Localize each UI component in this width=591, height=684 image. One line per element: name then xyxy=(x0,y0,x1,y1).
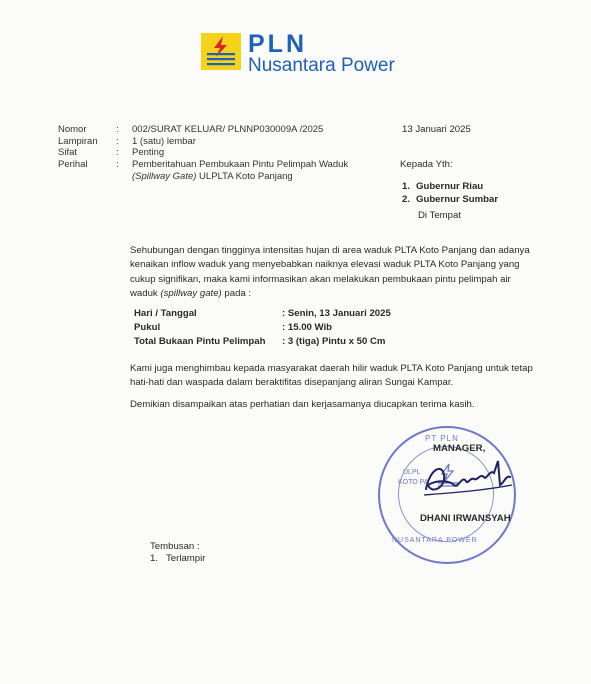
body-paragraph-1 xyxy=(130,244,540,302)
recipient-num: 1. xyxy=(402,181,411,192)
logo-subtitle: Nusantara Power xyxy=(248,55,395,76)
detail-label: Hari / Tanggal xyxy=(134,308,197,319)
meta-sifat-label: Sifat xyxy=(58,147,78,158)
detail-value: : Senin, 13 Januari 2025 xyxy=(282,308,391,319)
detail-label: Total Bukaan Pintu Pelimpah xyxy=(134,336,266,347)
stamp-text-mid2: KOTO PA xyxy=(398,479,429,486)
body-p1-text: Sehubungan dengan tingginya intensitas hujan di area waduk PLTA Koto Panjang dan adanya kenaikan inflow waduk yang menyebabkan naiknya elevasi waduk PLTA Koto Panjang yang cukup signifikan, maka kami informasikan akan melakukan pembukaan pintu pelimpah air waduk xyxy=(130,245,530,300)
detail-label: Pukul xyxy=(134,322,161,333)
body-paragraph-2: Kami juga menghimbau kepada masyarakat daerah hilir waduk PLTA Koto Panjang untuk tetap hati-hati dan waspada dalam beraktifitas disepanjang aliran Sungai Kampar. xyxy=(130,363,533,389)
stamp-text-bottom: NUSANTARA POWER xyxy=(392,537,478,544)
logo-title: PLN xyxy=(248,30,307,58)
meta-perihal-value-line2 xyxy=(132,171,293,182)
perihal-rest: ULPLTA Koto Panjang xyxy=(196,171,293,182)
body-paragraph-3: Demikian disampaikan atas perhatian dan kerjasamanya diucapkan terima kasih. xyxy=(130,399,475,410)
recipients-intro: Kepada Yth: xyxy=(400,159,453,170)
detail-value: : 15.00 Wib xyxy=(282,322,333,333)
handwritten-signature-icon xyxy=(420,455,515,510)
letter-date: 13 Januari 2025 xyxy=(402,124,471,135)
stamp-text-top: PT PLN xyxy=(425,434,459,443)
meta-colon: : xyxy=(116,124,119,135)
tembusan-label: Tembusan : xyxy=(150,541,200,552)
meta-nomor-value: 002/SURAT KELUAR/ PLNNP030009A /2025 xyxy=(132,124,324,135)
signatory-name: DHANI IRWANSYAH xyxy=(420,513,511,524)
recipient-name: Gubernur Riau xyxy=(416,181,484,192)
meta-lampiran-value: 1 (satu) lembar xyxy=(132,136,196,147)
stamp-text-mid1: ULPL xyxy=(403,469,421,476)
meta-perihal-value-line1: Pemberitahuan Pembukaan Pintu Pelimpah Waduk xyxy=(132,159,349,170)
body-p1-end: pada : xyxy=(221,288,252,300)
meta-colon: : xyxy=(116,159,119,170)
spillway-gate-italic: (Spillway Gate) xyxy=(132,171,197,182)
signature-title: MANAGER, xyxy=(433,443,486,454)
spillway-gate-italic: (spillway gate) xyxy=(160,288,222,300)
pln-logo-icon xyxy=(201,33,241,70)
meta-sifat-value: Penting xyxy=(132,147,165,158)
recipients-place: Di Tempat xyxy=(418,210,462,221)
meta-nomor-label: Nomor xyxy=(58,124,87,135)
meta-colon: : xyxy=(116,147,119,158)
detail-value: : 3 (tiga) Pintu x 50 Cm xyxy=(282,336,386,347)
tembusan-item: Terlampir xyxy=(166,553,206,564)
meta-perihal-label: Perihal xyxy=(58,159,88,170)
tembusan-num: 1. xyxy=(150,553,159,564)
meta-lampiran-label: Lampiran xyxy=(58,136,98,147)
recipient-num: 2. xyxy=(402,194,411,205)
meta-colon: : xyxy=(116,136,119,147)
recipient-name: Gubernur Sumbar xyxy=(416,194,499,205)
